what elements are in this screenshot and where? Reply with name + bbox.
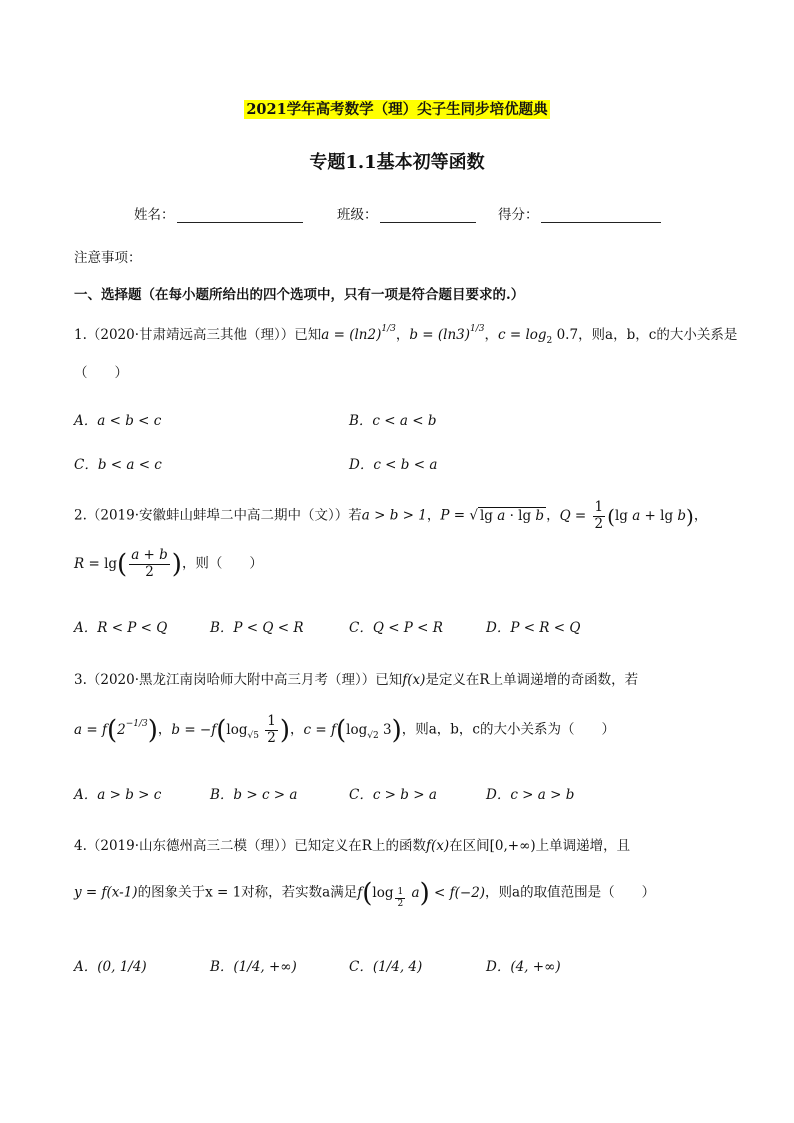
question-4-stem: 4.（2019·山东德州高三二模（理））已知定义在R上的函数f(x)在区间[0,+∞)上单调递增，且 — [74, 838, 631, 854]
q1-option-c[interactable]: C．b < a < c — [74, 457, 162, 473]
section-title: 一、选择题（在每小题所给出的四个选项中，只有一项是符合题目要求的.） — [74, 287, 525, 303]
q2-option-d[interactable]: D．P < R < Q — [486, 620, 581, 636]
q2-r-expr: R = lg( $\frac{a + b}{2}$ ) — [74, 547, 182, 580]
question-3-line2: $a = f(2^{-1/3})$，$b = -f(\log_{√5}$ $\frac{1}{2}$ )，$c = f(\log_{√2}$ 3)，则a，b，c的大小关系为（ ） — [74, 713, 615, 746]
q3-option-c[interactable]: C．c > b > a — [349, 787, 437, 803]
q4-option-d[interactable]: D．(4, +∞) — [486, 959, 561, 975]
question-3-stem: 3.（2020·黑龙江南岗哈师大附中高三月考（理））已知f(x)是定义在R上单调递增的奇函数，若 — [74, 672, 639, 688]
q1-c-expr: $c = \log_2 0.7$ — [498, 327, 579, 346]
q4-option-a[interactable]: A．(0, 1/4) — [74, 959, 147, 975]
q3-f-expr: f(x) — [402, 672, 426, 688]
q3-a-expr: $a = f(2^{-1/3})$ — [74, 715, 158, 746]
q3-option-a[interactable]: A．a > b > c — [74, 787, 162, 803]
name-field[interactable] — [134, 203, 303, 223]
score-label: 得分： — [498, 207, 539, 223]
q1-option-a[interactable]: A．a < b < c — [74, 413, 162, 429]
question-2-stem: 2.（2019·安徽蚌山蚌埠二中高二期中（文））若a > b > 1，P = √ lg a · lg b ，Q = $\frac{1}{2}$ (lg a + lg b)， — [74, 499, 708, 532]
notes-label: 注意事项： — [74, 250, 142, 266]
q3-option-b[interactable]: B．b > c > a — [210, 787, 298, 803]
q2-p-expr: P = √ lg a · lg b — [440, 507, 545, 524]
q3-c-expr: $c = f(\log_{√2}$ 3) — [303, 715, 402, 746]
main-title: 专题1.1基本初等函数 — [309, 152, 485, 173]
q1-a-expr: $a = (\ln 2)^{1/3}$ — [321, 324, 396, 343]
series-title — [0, 98, 794, 119]
question-4-line2: y = f(x-1)的图象关于x = 1对称，若实数a满足f(log $_{\frac{1}{2}}$ a) < f(−2)，则a的取值范围是（ ） — [74, 878, 656, 909]
q2-option-c[interactable]: C．Q < P < R — [349, 620, 443, 636]
name-blank[interactable] — [177, 208, 303, 223]
q3-option-d[interactable]: D．c > a > b — [486, 787, 575, 803]
q4-option-b[interactable]: B．(1/4, +∞) — [210, 959, 297, 975]
score-blank[interactable] — [541, 208, 661, 223]
q1-option-b[interactable]: B．c < a < b — [349, 413, 437, 429]
name-label: 姓名： — [134, 207, 175, 223]
series-title-text: 2021学年高考数学（理）尖子生同步培优题典 — [246, 101, 548, 118]
class-field[interactable] — [337, 203, 476, 223]
q1-b-expr: $b = (\ln 3)^{1/3}$ — [409, 324, 485, 343]
q2-option-a[interactable]: A．R < P < Q — [74, 620, 168, 636]
question-1-blank: （ ） — [74, 365, 128, 381]
q3-b-expr: $b = -f(\log_{√5}$ $\frac{1}{2}$ ) — [171, 713, 291, 746]
q4-option-c[interactable]: C．(1/4, 4) — [349, 959, 423, 975]
question-2-line2: R = lg( $\frac{a + b}{2}$ )，则（ ） — [74, 547, 263, 580]
q2-q-expr: Q = $\frac{1}{2}$ (lg a + lg b) — [559, 499, 694, 532]
q4-inequality: f(log $_{\frac{1}{2}}$ a) < f(−2) — [357, 878, 486, 909]
q4-f-expr: f(x) — [425, 838, 450, 854]
q4-y-expr: y = f(x-1) — [74, 884, 138, 901]
q2-condition: a > b > 1 — [361, 507, 427, 524]
class-blank[interactable] — [380, 208, 476, 223]
q1-option-d[interactable]: D．c < b < a — [349, 457, 438, 473]
question-1-stem: 1.（2020·甘肃靖远高三其他（理））已知$a = (\ln 2)^{1/3}$，$b = (\ln 3)^{1/3}$，$c = \log_2 0.7$，则a，b，c的大小关系是 — [74, 324, 738, 346]
score-field[interactable] — [498, 203, 661, 223]
q2-option-b[interactable]: B．P < Q < R — [210, 620, 304, 636]
class-label: 班级： — [337, 207, 378, 223]
